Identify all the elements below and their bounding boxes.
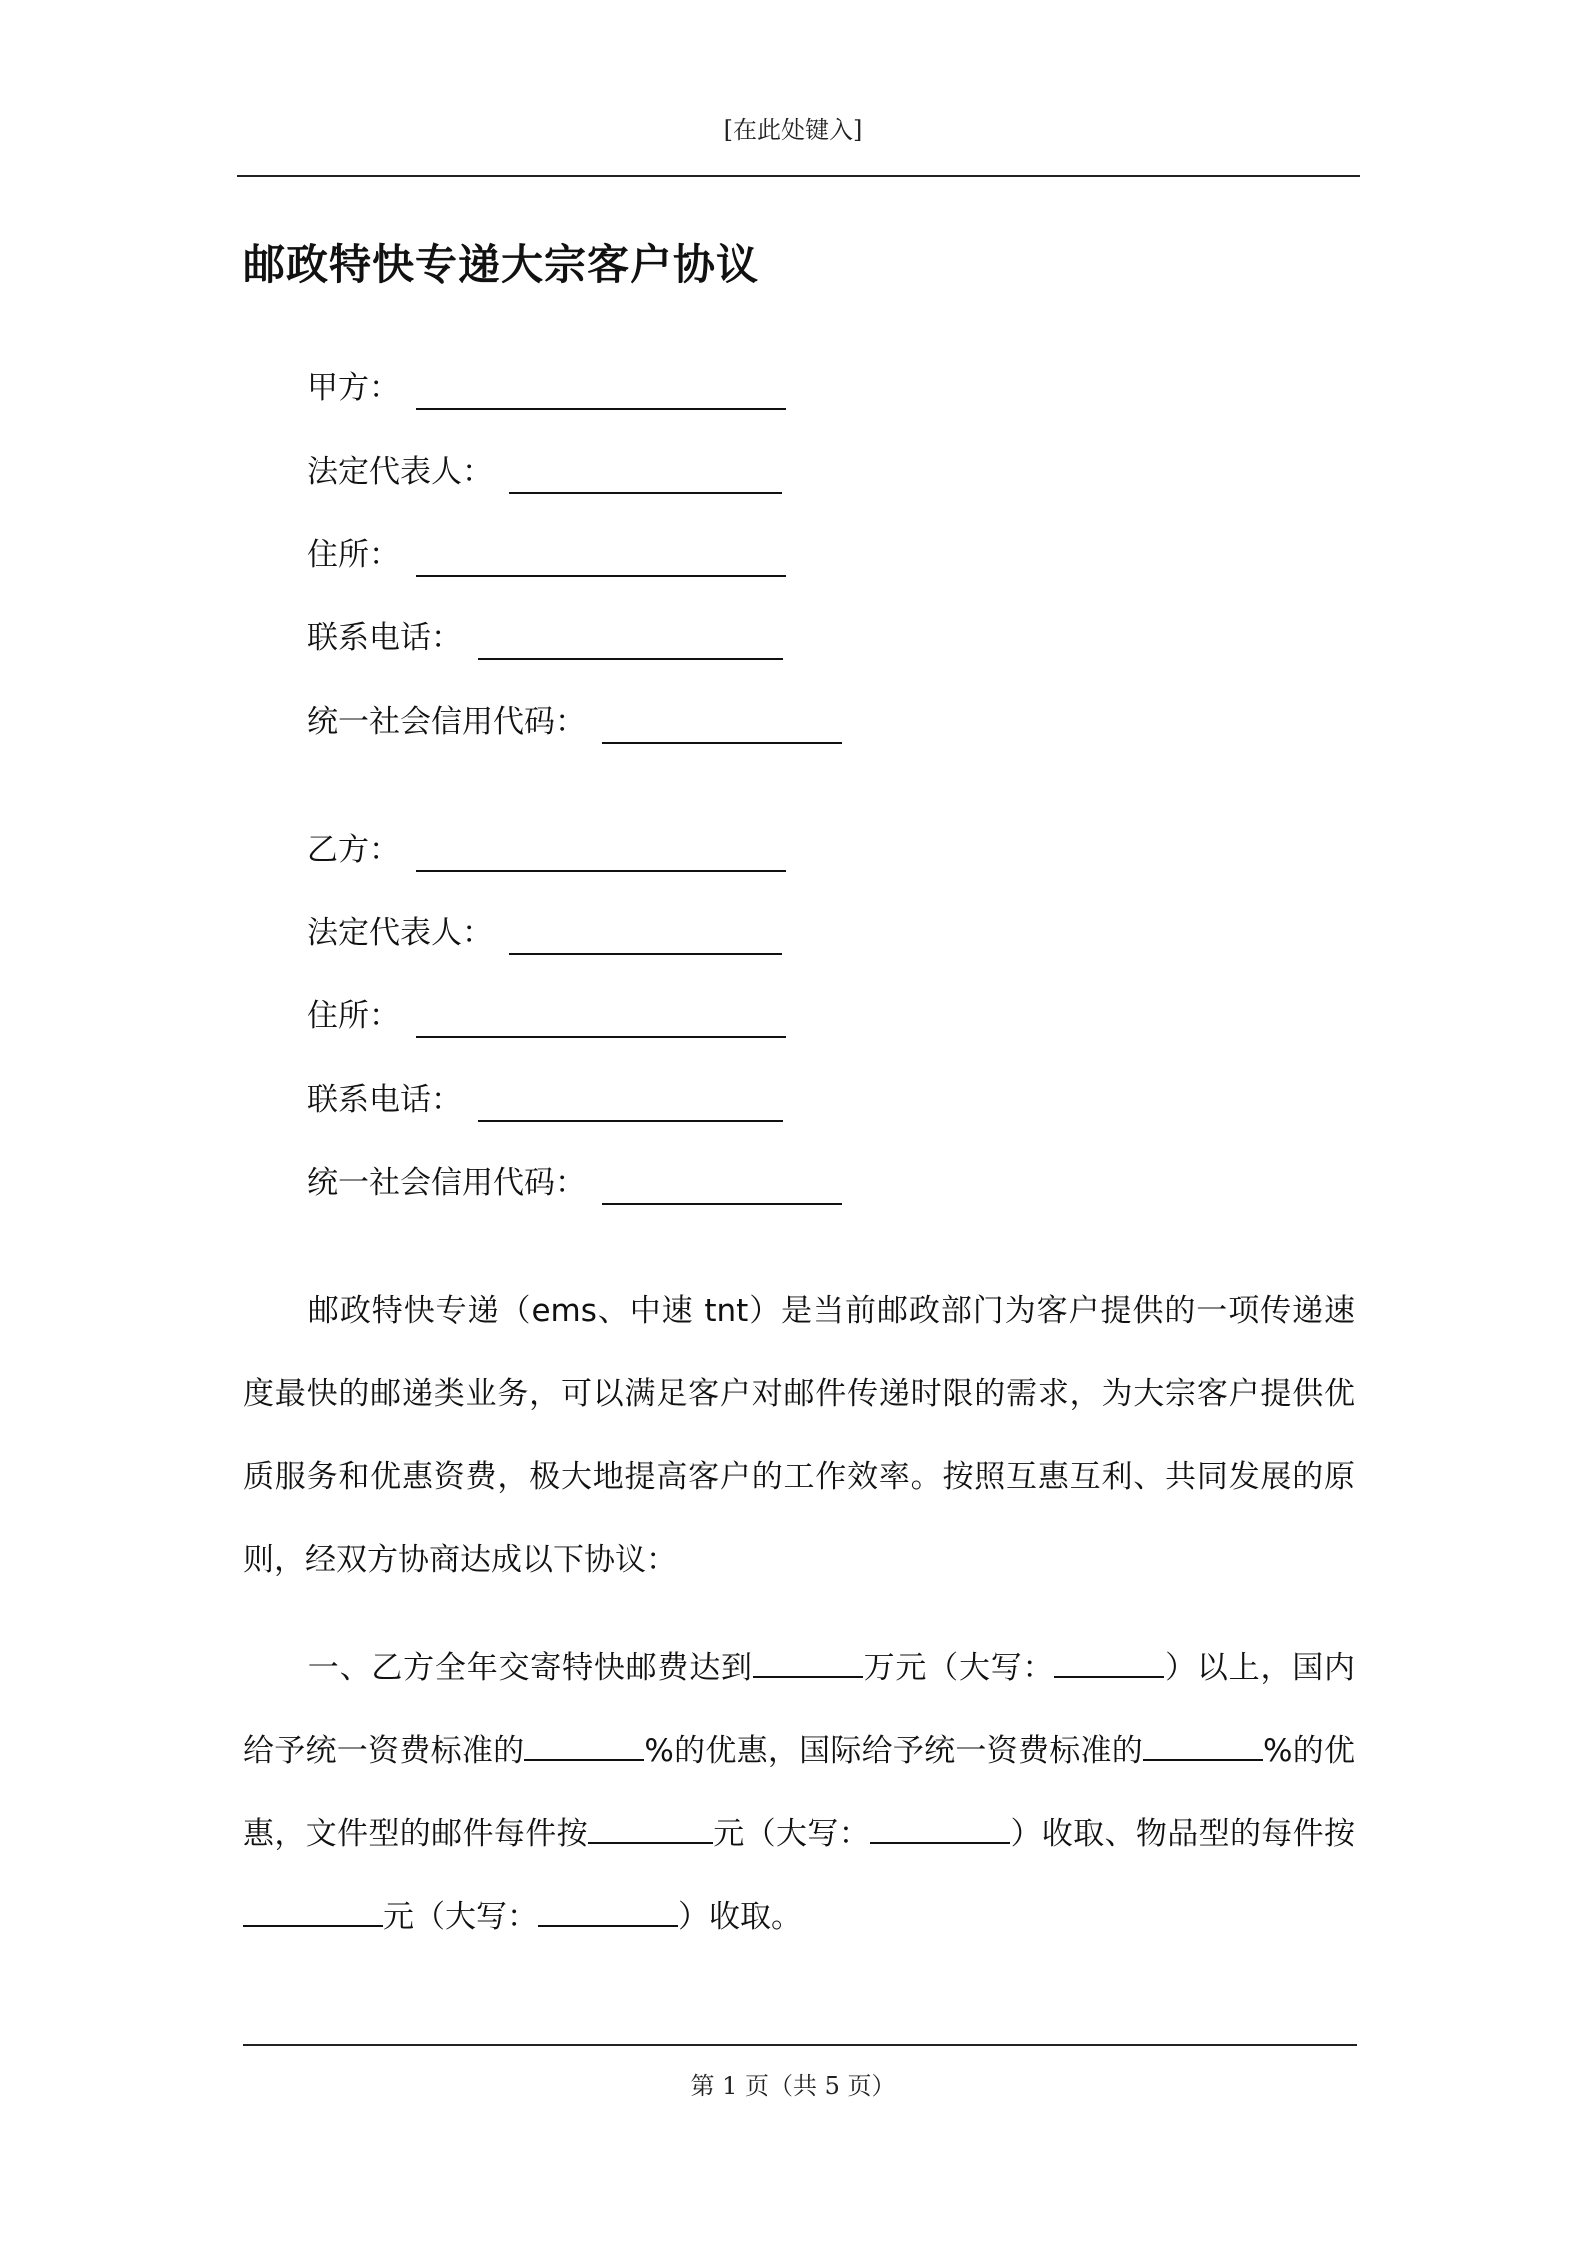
clause-1-part-3: ）以上，国内给予统一资费标准的 [243, 1650, 1356, 1769]
party-a-address-blank[interactable] [416, 535, 786, 577]
clause-1-part-7: ）收取、物品型的每件按 [1010, 1816, 1356, 1852]
party-a-legal-rep-blank[interactable] [509, 452, 782, 494]
clause-1-part-5: %的优惠，文件型的邮件每件按 [243, 1733, 1355, 1852]
party-b-phone-blank[interactable] [478, 1080, 783, 1122]
party-b-legal-rep-label: 法定代表人： [307, 915, 493, 951]
party-b-blank[interactable] [416, 830, 786, 872]
header-divider [237, 175, 1360, 177]
clause-1-part-6: 元（大写： [712, 1816, 871, 1852]
party-b-address-field [307, 994, 786, 1038]
clause-1-amount-blank[interactable] [753, 1646, 863, 1678]
clause-1-part-1: 一、乙方全年交寄特快邮费达到 [307, 1650, 753, 1686]
intro-paragraph [243, 1270, 1355, 1602]
party-b-legal-rep-blank[interactable] [509, 913, 782, 955]
party-b-address-blank[interactable] [416, 996, 786, 1038]
party-a-legal-rep-label: 法定代表人： [307, 454, 493, 490]
party-a-credit-code-blank[interactable] [602, 702, 842, 744]
party-b-field [307, 828, 786, 872]
clause-1-item-price-words-blank[interactable] [538, 1895, 678, 1927]
party-a-credit-code-label: 统一社会信用代码： [307, 704, 586, 740]
party-a-blank[interactable] [416, 368, 786, 410]
clause-1-intl-pct-blank[interactable] [1143, 1729, 1263, 1761]
party-b-phone-label: 联系电话： [307, 1082, 462, 1118]
party-b-credit-code-label: 统一社会信用代码： [307, 1165, 586, 1201]
clause-1-part-8: 元（大写： [383, 1899, 538, 1935]
clause-1-paragraph [243, 1627, 1355, 1959]
party-a-legal-rep-field [307, 450, 782, 494]
party-a-address-label: 住所： [307, 537, 400, 573]
document-title: 邮政特快专递大宗客户协议 [243, 240, 760, 289]
party-a-label: 甲方： [307, 370, 400, 406]
clause-1-domestic-pct-blank[interactable] [524, 1729, 644, 1761]
clause-1-amount-words-blank[interactable] [1054, 1646, 1164, 1678]
party-b-credit-code-field [307, 1161, 842, 1205]
clause-1-doc-price-blank[interactable] [588, 1812, 713, 1844]
clause-1-doc-price-words-blank[interactable] [870, 1812, 1010, 1844]
clause-1-item-price-blank[interactable] [243, 1895, 383, 1927]
party-b-address-label: 住所： [307, 998, 400, 1034]
page-header: [在此处键入] [723, 116, 863, 144]
footer-divider [243, 2044, 1357, 2046]
party-b-legal-rep-field [307, 911, 782, 955]
party-a-phone-field [307, 616, 783, 660]
clause-1-part-9: ）收取。 [678, 1899, 802, 1935]
clause-1-part-2: 万元（大写： [862, 1650, 1055, 1686]
party-a-phone-label: 联系电话： [307, 620, 462, 656]
party-a-address-field [307, 533, 786, 577]
intro-text: 邮政特快专递（ems、中速 tnt）是当前邮政部门为客户提供的一项传递速度最快的邮递类业务，可以满足客户对邮件传递时限的需求，为大宗客户提供优质服务和优惠资费，极大地提高客户的工作效率。按照互惠互利、共同发展的原则，经双方协商达成以下协议： [243, 1293, 1355, 1578]
party-b-phone-field [307, 1078, 783, 1122]
party-a-credit-code-field [307, 700, 842, 744]
party-a-field [307, 366, 786, 410]
party-b-credit-code-blank[interactable] [602, 1163, 842, 1205]
party-a-phone-blank[interactable] [478, 618, 783, 660]
clause-1-part-4: %的优惠，国际给予统一资费标准的 [644, 1733, 1143, 1769]
page-footer: 第 1 页（共 5 页） [690, 2072, 896, 2100]
party-b-label: 乙方： [307, 832, 400, 868]
